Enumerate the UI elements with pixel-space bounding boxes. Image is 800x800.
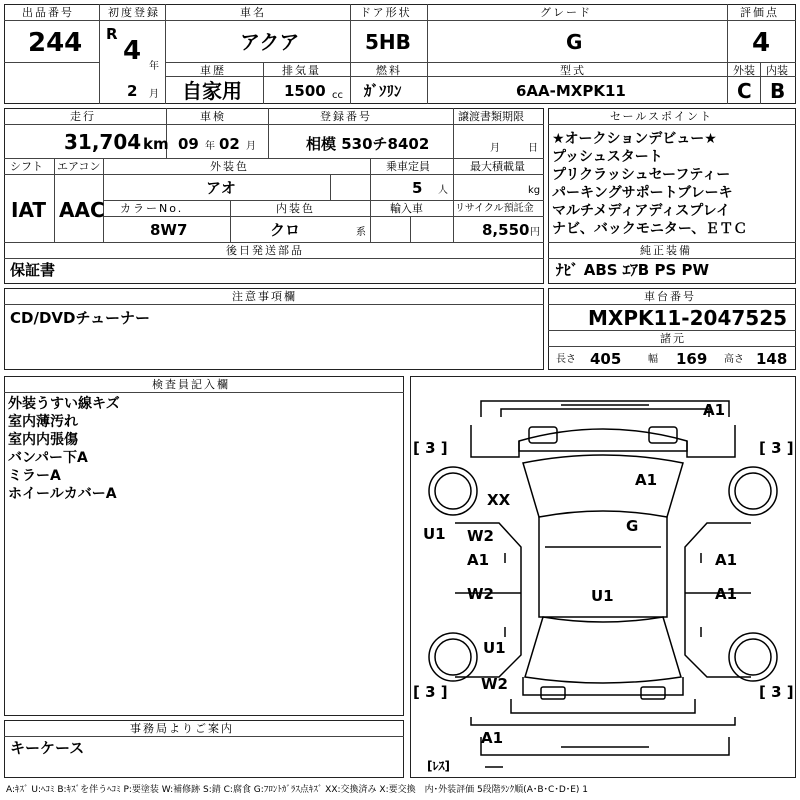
tire-tread-rear-right: [ 3 ] (759, 683, 794, 701)
intcolor-label: 内装色 (276, 202, 315, 215)
tire-tread-rear-left: [ 3 ] (413, 683, 448, 701)
length-label: 長さ (556, 354, 576, 365)
height-label: 高さ (724, 354, 744, 365)
load-label: 最大積載量 (470, 160, 525, 173)
model-label: 型式 (560, 64, 586, 77)
intcolor-unit: 系 (356, 227, 366, 238)
mark-right-rear-door: A1 (715, 585, 738, 603)
length: 405 (590, 350, 622, 368)
year-unit: 年 (149, 61, 159, 72)
mark-left-rear-door: W2 (467, 585, 494, 603)
ext-grade: C (737, 79, 752, 103)
dims-label: 諸元 (660, 332, 686, 345)
list-item: ★オークションデビュー★ (552, 131, 717, 147)
color-number: 8W7 (150, 221, 188, 239)
list-item: バンパー下A (8, 450, 88, 466)
mark-hood: A1 (635, 471, 658, 489)
list-item: ホイールカバーA (8, 486, 117, 502)
lot-label: 出品番号 (22, 6, 74, 19)
reg-month: 2 (127, 82, 138, 100)
damage-diagram (410, 376, 796, 778)
list-item: プッシュスタート (552, 149, 663, 165)
mark-roof: U1 (591, 587, 614, 605)
recycle-fee: 8,550 (482, 221, 530, 239)
lot-number: 244 (28, 28, 83, 58)
plate-number: 相模 530チ8402 (306, 135, 430, 153)
color: アオ (206, 179, 236, 197)
month-unit: 月 (149, 89, 159, 100)
interior-color: クロ (270, 221, 301, 239)
grade-label: グレード (540, 6, 592, 19)
notes: CD/DVDチューナー (10, 309, 150, 327)
ext-label: 外装 (733, 64, 755, 77)
equip-label: 純正装備 (640, 244, 692, 257)
plate-label: 登録番号 (320, 110, 372, 123)
list-item: ナビ、バックモニター、ＥＴＣ (552, 221, 748, 237)
era: R (106, 25, 118, 43)
fuel: ｶﾞｿﾘﾝ (364, 82, 402, 100)
air-con: AAC (59, 198, 105, 222)
mileage-unit: km (143, 135, 169, 153)
list-item: プリクラッシュセーフティー (552, 167, 731, 183)
list-item: パーキングサポートブレーキ (552, 185, 733, 201)
mark-left-front-door-upper: W2 (467, 527, 494, 545)
tire-tread-front-left: [ 3 ] (413, 439, 448, 457)
later-parts: 保証書 (10, 261, 56, 279)
grade: G (566, 30, 583, 54)
recycle-unit: 円 (530, 227, 540, 238)
inspector-label: 検査員記入欄 (152, 378, 230, 391)
notes-label: 注意事項欄 (232, 290, 297, 303)
mileage-label: 走行 (70, 110, 96, 123)
car-name: アクア (240, 30, 300, 54)
office-label: 事務局よりご案内 (130, 722, 234, 735)
fuel-label: 燃料 (376, 64, 402, 77)
inspect-label: 車検 (200, 110, 226, 123)
inspect-month-unit: 月 (246, 141, 256, 152)
inspect-year-unit: 年 (205, 141, 215, 152)
sales-list (552, 130, 747, 238)
load-unit: kg (528, 185, 541, 196)
office-notice: キーケース (10, 739, 85, 757)
score-label: 評価点 (740, 6, 779, 19)
spare-tire: [ﾚｽ] (427, 759, 450, 773)
door-type: 5HB (365, 30, 411, 54)
int-label: 内装 (766, 64, 788, 77)
door-label: ドア形状 (360, 6, 412, 19)
colorno-label: カラーNo. (120, 202, 184, 215)
list-item: マルチメディアディスプレイ (552, 203, 730, 219)
mileage: 31,704 (64, 130, 142, 154)
inspect-year: 09 (178, 135, 199, 153)
mark-left-pillar: U1 (423, 525, 446, 543)
width: 169 (676, 350, 708, 368)
int-grade: B (770, 79, 786, 103)
list-item: ミラーA (8, 468, 61, 484)
transfer-day: 日 (528, 143, 538, 154)
mark-rear-bumper: A1 (481, 729, 504, 747)
list-item: 室内内張傷 (8, 432, 78, 448)
color-label: 外装色 (210, 160, 249, 173)
shift: IAT (11, 198, 47, 222)
vin: MXPK11-2047525 (588, 306, 788, 330)
import-label: 輸入車 (390, 202, 423, 215)
model-code: 6AA-MXPK11 (516, 82, 626, 100)
vin-label: 車台番号 (644, 290, 696, 303)
equipment: ﾅﾋﾞ ABS ｴｱB PS PW (556, 261, 710, 279)
tire-tread-front-right: [ 3 ] (759, 439, 794, 457)
shift-label: シフト (10, 160, 43, 173)
width-label: 幅 (648, 354, 658, 365)
reg-year: 4 (123, 36, 142, 66)
later-label: 後日発送部品 (226, 244, 304, 257)
score: 4 (752, 28, 771, 58)
list-item: 外装うすい線キズ (8, 396, 120, 412)
reg-label: 初度登録 (108, 6, 160, 19)
seats: 5 (412, 179, 423, 197)
seats-unit: 人 (438, 185, 448, 196)
mark-front-bumper: A1 (703, 401, 726, 419)
inspector-list (8, 395, 120, 503)
seats-label: 乗車定員 (386, 160, 430, 173)
mark-left-quarter: U1 (483, 639, 506, 657)
mark-windshield: G (626, 517, 639, 535)
inspect-month: 02 (219, 135, 240, 153)
cc-unit: cc (332, 90, 343, 101)
history-label: 車歴 (200, 64, 226, 77)
name-label: 車名 (240, 6, 266, 19)
list-item: 室内薄汚れ (8, 414, 78, 430)
mark-left-fender: XX (487, 491, 511, 509)
ac-label: エアコン (57, 160, 101, 173)
engine-cc: 1500 (284, 82, 326, 100)
cc-label: 排気量 (282, 64, 321, 77)
sales-label: セールスポイント (610, 110, 714, 123)
history: 自家用 (182, 79, 242, 103)
mark-right-front-door: A1 (715, 551, 738, 569)
mark-left-front-door: A1 (467, 551, 490, 569)
legend: A:ｷｽﾞ U:ﾍｺﾐ B:ｷｽﾞを伴うﾍｺﾐ P:要塗装 W:補修跡 S:錆 C:腐食 G:ﾌﾛﾝﾄｶﾞﾗｽ点ｷｽﾞ XX:交換済み X:要交換 内･外装評価 5段階ﾗﾝｸ順(A･B･C･D･E) 1 (6, 785, 589, 795)
recycle-label: リサイクル預託金 (455, 203, 534, 214)
mark-left-rear: W2 (481, 675, 508, 693)
transfer-month: 月 (490, 143, 500, 154)
car-outline-diagram (411, 377, 795, 777)
height: 148 (756, 350, 788, 368)
transfer-label: 譲渡書類期限 (458, 110, 524, 123)
